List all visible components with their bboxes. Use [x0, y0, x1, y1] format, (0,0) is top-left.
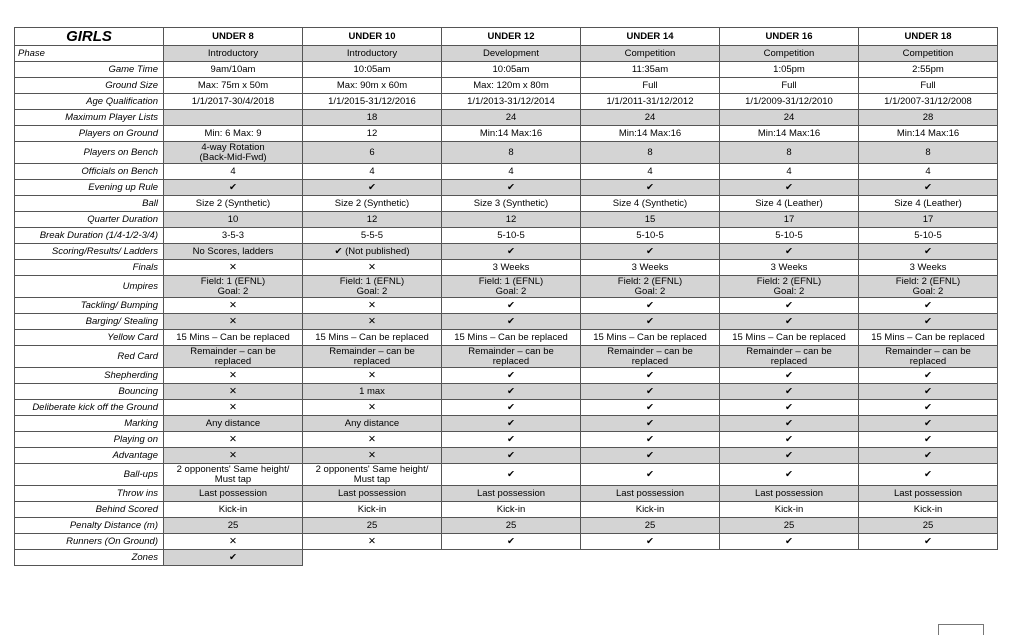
table-cell: Last possession [859, 486, 998, 502]
empty-cell [581, 550, 720, 566]
table-cell: ✕ [164, 534, 303, 550]
row-label: Break Duration (1/4-1/2-3/4) [15, 228, 164, 244]
table-cell: Field: 1 (EFNL) Goal: 2 [442, 276, 581, 298]
table-cell: ✔ [581, 244, 720, 260]
table-cell: ✔ [442, 180, 581, 196]
table-cell: 24 [581, 110, 720, 126]
table-cell: Remainder – can be replaced [720, 346, 859, 368]
table-cell: 3-5-3 [164, 228, 303, 244]
table-cell: 5-5-5 [303, 228, 442, 244]
table-cell: Last possession [303, 486, 442, 502]
table-cell: Introductory [164, 46, 303, 62]
table-cell: ✔ [581, 314, 720, 330]
table-cell: ✔ [581, 368, 720, 384]
table-cell: 3 Weeks [581, 260, 720, 276]
empty-cell [442, 550, 581, 566]
table-cell: 4 [581, 164, 720, 180]
table-row [15, 368, 998, 384]
table-cell: ✔ [442, 416, 581, 432]
table-cell: ✔ [442, 448, 581, 464]
table-cell: 25 [164, 518, 303, 534]
table-cell: 28 [859, 110, 998, 126]
table-cell: 8 [442, 142, 581, 164]
table-cell: 15 Mins – Can be replaced [581, 330, 720, 346]
table-cell: ✔ [442, 298, 581, 314]
table-cell: Min:14 Max:16 [859, 126, 998, 142]
row-label: Behind Scored [15, 502, 164, 518]
table-cell: Min:14 Max:16 [720, 126, 859, 142]
table-cell: ✔ [859, 448, 998, 464]
table-row [15, 330, 998, 346]
table-cell: Full [581, 78, 720, 94]
table-cell: ✕ [164, 260, 303, 276]
row-label: Yellow Card [15, 330, 164, 346]
table-cell: 8 [720, 142, 859, 164]
table-row [15, 180, 998, 196]
table-cell: 1/1/2011-31/12/2012 [581, 94, 720, 110]
table-cell: ✔ [720, 416, 859, 432]
table-cell: 17 [859, 212, 998, 228]
table-cell: ✔ [859, 298, 998, 314]
table-row [15, 346, 998, 368]
row-label: Phase [15, 46, 164, 62]
table-cell: 25 [581, 518, 720, 534]
table-cell: 6 [303, 142, 442, 164]
table-cell: 1/1/2009-31/12/2010 [720, 94, 859, 110]
table-cell: ✕ [164, 432, 303, 448]
column-header-under-10: UNDER 10 [303, 28, 442, 46]
table-cell: Development [442, 46, 581, 62]
table-cell: 3 Weeks [859, 260, 998, 276]
table-cell: ✔ [442, 432, 581, 448]
row-label: Evening up Rule [15, 180, 164, 196]
table-cell: ✕ [303, 448, 442, 464]
table-cell: 8 [581, 142, 720, 164]
column-header-under-8: UNDER 8 [164, 28, 303, 46]
empty-cell [303, 550, 442, 566]
table-cell: Introductory [303, 46, 442, 62]
table-cell: 5-10-5 [859, 228, 998, 244]
table-cell: ✔ [581, 400, 720, 416]
table-cell: ✕ [303, 534, 442, 550]
table-cell [164, 110, 303, 126]
row-label: Quarter Duration [15, 212, 164, 228]
table-cell: ✕ [303, 368, 442, 384]
table-cell: Kick-in [581, 502, 720, 518]
table-cell: Full [859, 78, 998, 94]
table-cell: 4 [164, 164, 303, 180]
row-label: Tackling/ Bumping [15, 298, 164, 314]
table-cell: ✔ [859, 244, 998, 260]
table-cell: Min:14 Max:16 [442, 126, 581, 142]
table-cell: ✔ [442, 368, 581, 384]
table-cell: ✔ [720, 298, 859, 314]
table-row [15, 276, 998, 298]
table-cell: 25 [720, 518, 859, 534]
row-label: Finals [15, 260, 164, 276]
table-cell: ✔ [581, 464, 720, 486]
table-cell: 2 opponents' Same height/ Must tap [164, 464, 303, 486]
table-cell: ✔ [720, 244, 859, 260]
table-cell: 15 Mins – Can be replaced [720, 330, 859, 346]
row-label: Game Time [15, 62, 164, 78]
table-cell: ✕ [164, 448, 303, 464]
table-cell: ✔ [720, 400, 859, 416]
table-cell: ✔ [581, 298, 720, 314]
column-header-under-18: UNDER 18 [859, 28, 998, 46]
table-cell: ✔ [303, 180, 442, 196]
table-cell: Kick-in [164, 502, 303, 518]
table-row [15, 142, 998, 164]
table-cell: Size 2 (Synthetic) [164, 196, 303, 212]
row-label: Umpires [15, 276, 164, 298]
table-row [15, 448, 998, 464]
table-cell: Size 4 (Leather) [720, 196, 859, 212]
table-row [15, 196, 998, 212]
table-cell: 5-10-5 [581, 228, 720, 244]
table-cell: 2 opponents' Same height/ Must tap [303, 464, 442, 486]
table-cell: Remainder – can be replaced [581, 346, 720, 368]
table-cell: Remainder – can be replaced [859, 346, 998, 368]
table-row [15, 46, 998, 62]
table-cell: ✕ [164, 400, 303, 416]
table-cell: Last possession [581, 486, 720, 502]
table-row [15, 518, 998, 534]
table-cell: ✔ [859, 368, 998, 384]
table-row [15, 314, 998, 330]
table-cell: Competition [720, 46, 859, 62]
table-cell: 1:05pm [720, 62, 859, 78]
table-row [15, 164, 998, 180]
row-label: Red Card [15, 346, 164, 368]
table-row [15, 110, 998, 126]
table-cell: 1/1/2017-30/4/2018 [164, 94, 303, 110]
table-cell: ✕ [164, 368, 303, 384]
table-cell: Kick-in [720, 502, 859, 518]
table-cell: Kick-in [442, 502, 581, 518]
table-cell: 18 [303, 110, 442, 126]
table-cell: 12 [442, 212, 581, 228]
table-cell: Last possession [164, 486, 303, 502]
table-cell: ✔ [859, 180, 998, 196]
table-row [15, 384, 998, 400]
row-label: Maximum Player Lists [15, 110, 164, 126]
table-cell: 25 [442, 518, 581, 534]
table-cell: 24 [442, 110, 581, 126]
table-row [15, 78, 998, 94]
table-cell: 8 [859, 142, 998, 164]
table-cell: 15 Mins – Can be replaced [164, 330, 303, 346]
row-label: Throw ins [15, 486, 164, 502]
table-cell: ✔ [581, 534, 720, 550]
table-row [15, 244, 998, 260]
table-cell: 3 Weeks [720, 260, 859, 276]
table-cell: ✔ [720, 384, 859, 400]
header-row [15, 28, 998, 46]
table-cell: Field: 2 (EFNL) Goal: 2 [859, 276, 998, 298]
table-cell: 1/1/2007-31/12/2008 [859, 94, 998, 110]
table-row [15, 486, 998, 502]
table-cell: ✔ [859, 464, 998, 486]
table-cell: ✔ [442, 400, 581, 416]
table-cell: Any distance [164, 416, 303, 432]
table-cell: ✕ [303, 260, 442, 276]
table-row [15, 212, 998, 228]
table-cell: ✔ [720, 314, 859, 330]
row-label: Bouncing [15, 384, 164, 400]
table-cell: ✔ [442, 314, 581, 330]
table-cell: ✔ [442, 384, 581, 400]
table-cell: ✔ (Not published) [303, 244, 442, 260]
table-row [15, 260, 998, 276]
table-cell: Size 4 (Leather) [859, 196, 998, 212]
table-cell: Size 4 (Synthetic) [581, 196, 720, 212]
table-cell: Min: 6 Max: 9 [164, 126, 303, 142]
table-cell: Remainder – can be replaced [164, 346, 303, 368]
table-cell: ✔ [720, 534, 859, 550]
row-label: Officials on Bench [15, 164, 164, 180]
table-cell: 10:05am [303, 62, 442, 78]
table-cell: ✕ [164, 298, 303, 314]
table-cell: 4 [720, 164, 859, 180]
table-cell: ✔ [859, 432, 998, 448]
row-label: Ball-ups [15, 464, 164, 486]
table-row [15, 228, 998, 244]
table-cell: 15 Mins – Can be replaced [442, 330, 581, 346]
table-cell: 10 [164, 212, 303, 228]
table-cell: 15 [581, 212, 720, 228]
table-cell: Field: 2 (EFNL) Goal: 2 [720, 276, 859, 298]
table-cell: ✔ [720, 432, 859, 448]
table-row [15, 298, 998, 314]
table-cell: ✕ [303, 298, 442, 314]
table-cell: 12 [303, 126, 442, 142]
table-cell: ✔ [859, 416, 998, 432]
table-cell: 12 [303, 212, 442, 228]
table-cell: ✔ [164, 180, 303, 196]
row-label: Ball [15, 196, 164, 212]
row-label: Marking [15, 416, 164, 432]
row-label: Advantage [15, 448, 164, 464]
table-cell: 17 [720, 212, 859, 228]
row-label: Zones [15, 550, 164, 566]
row-label: Barging/ Stealing [15, 314, 164, 330]
column-header-under-12: UNDER 12 [442, 28, 581, 46]
table-row [15, 534, 998, 550]
table-cell: ✕ [164, 314, 303, 330]
table-cell: ✔ [720, 464, 859, 486]
table-cell: ✔ [442, 464, 581, 486]
row-label: Players on Bench [15, 142, 164, 164]
table-cell: Any distance [303, 416, 442, 432]
table-cell: ✔ [581, 448, 720, 464]
table-cell: 1/1/2013-31/12/2014 [442, 94, 581, 110]
table-row [15, 62, 998, 78]
table-row [15, 400, 998, 416]
table-cell: ✕ [164, 384, 303, 400]
column-header-under-16: UNDER 16 [720, 28, 859, 46]
table-row [15, 94, 998, 110]
table-cell: 11:35am [581, 62, 720, 78]
empty-cell [859, 550, 998, 566]
table-cell: ✔ [442, 534, 581, 550]
table-cell: ✔ [859, 384, 998, 400]
row-label: Runners (On Ground) [15, 534, 164, 550]
row-label: Ground Size [15, 78, 164, 94]
table-row [15, 432, 998, 448]
row-label: Playing on [15, 432, 164, 448]
table-cell: ✕ [303, 400, 442, 416]
table-cell: Field: 2 (EFNL) Goal: 2 [581, 276, 720, 298]
table-row [15, 502, 998, 518]
row-label: Penalty Distance (m) [15, 518, 164, 534]
table-cell: 10:05am [442, 62, 581, 78]
table-cell: ✔ [442, 244, 581, 260]
girls-rules-table [14, 27, 998, 566]
table-cell: ✔ [720, 180, 859, 196]
table-cell: ✔ [581, 180, 720, 196]
table-cell: Kick-in [859, 502, 998, 518]
table-cell: Max: 90m x 60m [303, 78, 442, 94]
table-cell: 25 [859, 518, 998, 534]
table-row [15, 126, 998, 142]
table-cell: 2:55pm [859, 62, 998, 78]
table-cell: Last possession [442, 486, 581, 502]
table-cell: Field: 1 (EFNL) Goal: 2 [303, 276, 442, 298]
row-label: Age Qualification [15, 94, 164, 110]
row-label: Deliberate kick off the Ground [15, 400, 164, 416]
table-cell: ✔ [720, 368, 859, 384]
column-header-under-14: UNDER 14 [581, 28, 720, 46]
row-label: Shepherding [15, 368, 164, 384]
table-cell: ✔ [859, 534, 998, 550]
table-cell: ✔ [859, 400, 998, 416]
table-cell: 9am/10am [164, 62, 303, 78]
table-cell: ✕ [303, 314, 442, 330]
table-cell: ✔ [164, 550, 303, 566]
table-cell: 4-way Rotation (Back-Mid-Fwd) [164, 142, 303, 164]
table-cell: Kick-in [303, 502, 442, 518]
table-cell: 4 [859, 164, 998, 180]
table-cell: 5-10-5 [442, 228, 581, 244]
table-cell: Last possession [720, 486, 859, 502]
table-cell: Field: 1 (EFNL) Goal: 2 [164, 276, 303, 298]
table-cell: ✕ [303, 432, 442, 448]
table-row [15, 416, 998, 432]
table-cell: ✔ [581, 416, 720, 432]
table-cell: Max: 75m x 50m [164, 78, 303, 94]
table-cell: Size 2 (Synthetic) [303, 196, 442, 212]
table-cell: 3 Weeks [442, 260, 581, 276]
table-cell: Remainder – can be replaced [303, 346, 442, 368]
row-label: Players on Ground [15, 126, 164, 142]
table-cell: Full [720, 78, 859, 94]
table-cell: Max: 120m x 80m [442, 78, 581, 94]
table-cell: ✔ [720, 448, 859, 464]
table-cell: Size 3 (Synthetic) [442, 196, 581, 212]
table-row [15, 550, 998, 566]
table-cell: 4 [442, 164, 581, 180]
table-cell: 25 [303, 518, 442, 534]
table-cell: ✔ [581, 384, 720, 400]
table-row [15, 464, 998, 486]
table-cell: 15 Mins – Can be replaced [859, 330, 998, 346]
table-cell: Competition [581, 46, 720, 62]
table-cell: Min:14 Max:16 [581, 126, 720, 142]
table-cell: 1/1/2015-31/12/2016 [303, 94, 442, 110]
table-cell: Competition [859, 46, 998, 62]
empty-cell [720, 550, 859, 566]
table-cell: ✔ [581, 432, 720, 448]
table-cell: Remainder – can be replaced [442, 346, 581, 368]
table-cell: 5-10-5 [720, 228, 859, 244]
table-cell: ✔ [859, 314, 998, 330]
table-cell: 1 max [303, 384, 442, 400]
table-title: GIRLS [15, 28, 164, 46]
table-body [15, 46, 998, 566]
table-cell: 4 [303, 164, 442, 180]
table-cell: No Scores, ladders [164, 244, 303, 260]
row-label: Scoring/Results/ Ladders [15, 244, 164, 260]
table-cell: 24 [720, 110, 859, 126]
table-cell: 15 Mins – Can be replaced [303, 330, 442, 346]
